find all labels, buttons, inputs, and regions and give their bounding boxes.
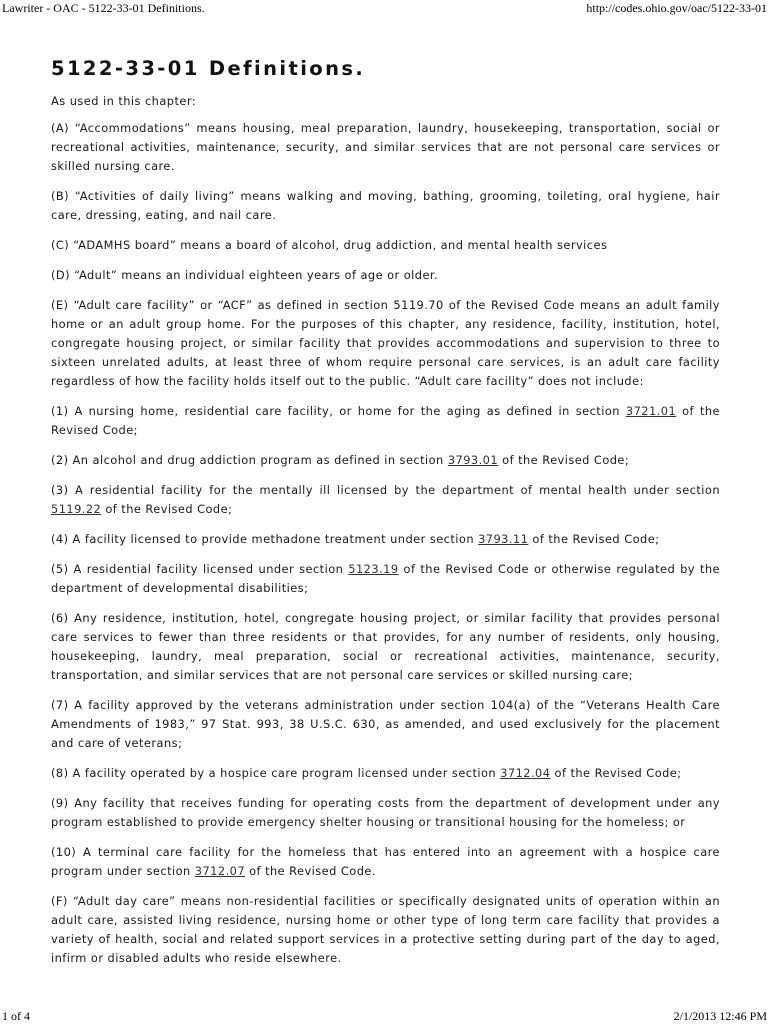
definition-paragraph <box>51 843 720 881</box>
paragraph-text: (8) A facility operated by a hospice care program licensed under section <box>51 766 501 780</box>
paragraph-text: (10) A terminal care facility for the homeless that has entered into an agreement with a hospice care program under section <box>51 845 720 878</box>
paragraph-text: (B) “Activities of daily living” means walking and moving, bathing, grooming, toileting, oral hygiene, hair care, dressing, eating, and nail care. <box>51 189 720 222</box>
definition-paragraph <box>51 236 720 255</box>
definition-paragraph <box>51 530 720 549</box>
paragraph-text: of the Revised Code; <box>101 502 233 516</box>
definition-paragraph <box>51 609 720 685</box>
paragraph-text: of the Revised Code; <box>498 453 630 467</box>
definition-paragraph <box>51 296 720 391</box>
paragraph-text: (7) A facility approved by the veterans administration under section 104(a) of the “Veterans Health Care Amendments of 1983,” 97 Stat. 993, 38 U.S.C. 630, as amended, and used exclusively for the placement and care of veterans; <box>51 698 720 750</box>
print-datetime: 2/1/2013 12:46 PM <box>673 1009 767 1023</box>
paragraph-text: (D) “Adult” means an individual eighteen years of age or older. <box>51 268 439 282</box>
paragraph-text: (F) “Adult day care” means non-residential facilities or specifically designated units of operation within an adult care, assisted living residence, nursing home or other type of long term care facility that provides a variety of health, social and related support services in a protective setting during part of the day to aged, infirm or disabled adults who reside elsewhere. <box>51 894 720 965</box>
section-link[interactable]: 3793.01 <box>447 453 499 467</box>
page-source-url: http://codes.ohio.gov/oac/5122-33-01 <box>586 1 767 15</box>
definition-paragraph <box>51 560 720 598</box>
paragraph-text: of the Revised Code; <box>528 532 660 546</box>
section-link[interactable]: 3721.01 <box>625 404 677 418</box>
paragraph-text: (3) A residential facility for the mentally ill licensed by the department of mental health under section <box>51 483 720 497</box>
print-header <box>0 1 770 17</box>
definition-paragraph <box>51 402 720 440</box>
definition-paragraph <box>51 187 720 225</box>
section-link[interactable]: 3712.04 <box>500 766 551 780</box>
paragraph-text: (5) A residential facility licensed under section <box>51 562 349 576</box>
definition-paragraph <box>51 794 720 832</box>
page-title: 5122-33-01 Definitions. <box>51 57 366 80</box>
paragraph-text: (2) An alcohol and drug addiction program as defined in section <box>51 453 448 467</box>
definition-paragraph <box>51 451 720 470</box>
document-body <box>51 54 720 979</box>
paragraph-text: of the Revised Code. <box>245 864 376 878</box>
paragraph-text: of the Revised Code; <box>51 404 720 437</box>
definition-paragraph <box>51 696 720 753</box>
print-footer <box>0 1009 770 1024</box>
paragraph-text: of the Revised Code; <box>550 766 682 780</box>
paragraph-text: of the Revised Code or otherwise regulated by the department of developmental disabilities; <box>51 562 721 595</box>
section-link[interactable]: 3793.11 <box>478 532 529 546</box>
definitions-list <box>51 119 720 968</box>
definition-paragraph <box>51 119 720 176</box>
paragraph-text: (A) “Accommodations” means housing, meal preparation, laundry, housekeeping, transportation, social or recreational activities, maintenance, security, and similar services that are not personal care services or skilled nursing care. <box>51 121 720 173</box>
paragraph-text: (E) “Adult care facility” or “ACF” as defined in section 5119.70 of the Revised Code means an adult family home or an adult group home. For the purposes of this chapter, any residence, facility, institution, hotel, congregate housing project, or similar facility that provides accommodations and supervision to three to sixteen unrelated adults, at least three of whom require personal care services, is an adult care facility regardless of how the facility holds itself out to the public. “Adult care facility” does not include: <box>51 298 720 388</box>
intro-text: As used in this chapter: <box>51 94 197 108</box>
paragraph-text: (9) Any facility that receives funding for operating costs from the department of development under any program established to provide emergency shelter housing or transitional housing for the homeless; or <box>51 796 720 829</box>
page-number: 1 of 4 <box>2 1009 30 1023</box>
definition-paragraph <box>51 481 720 519</box>
paragraph-text: (6) Any residence, institution, hotel, congregate housing project, or similar facility that provides personal care services to fewer than three residents or that provides, for any number of residents, only housing, housekeeping, laundry, meal preparation, social or recreational activities, maintenance, security, transportation, and similar services that are not personal care services or skilled nursing care; <box>51 611 720 682</box>
definition-paragraph <box>51 892 720 968</box>
paragraph-text: (C) “ADAMHS board” means a board of alcohol, drug addiction, and mental health services <box>51 238 608 252</box>
section-link[interactable]: 3712.07 <box>194 864 246 878</box>
paragraph-text: (1) A nursing home, residential care facility, or home for the aging as defined in section <box>51 404 626 418</box>
section-link[interactable]: 5123.19 <box>348 562 399 576</box>
page-source-title: Lawriter - OAC - 5122-33-01 Definitions. <box>2 1 205 15</box>
definition-paragraph <box>51 764 720 783</box>
section-link[interactable]: 5119.22 <box>51 502 102 516</box>
paragraph-text: (4) A facility licensed to provide methadone treatment under section <box>51 532 479 546</box>
definition-paragraph <box>51 266 720 285</box>
